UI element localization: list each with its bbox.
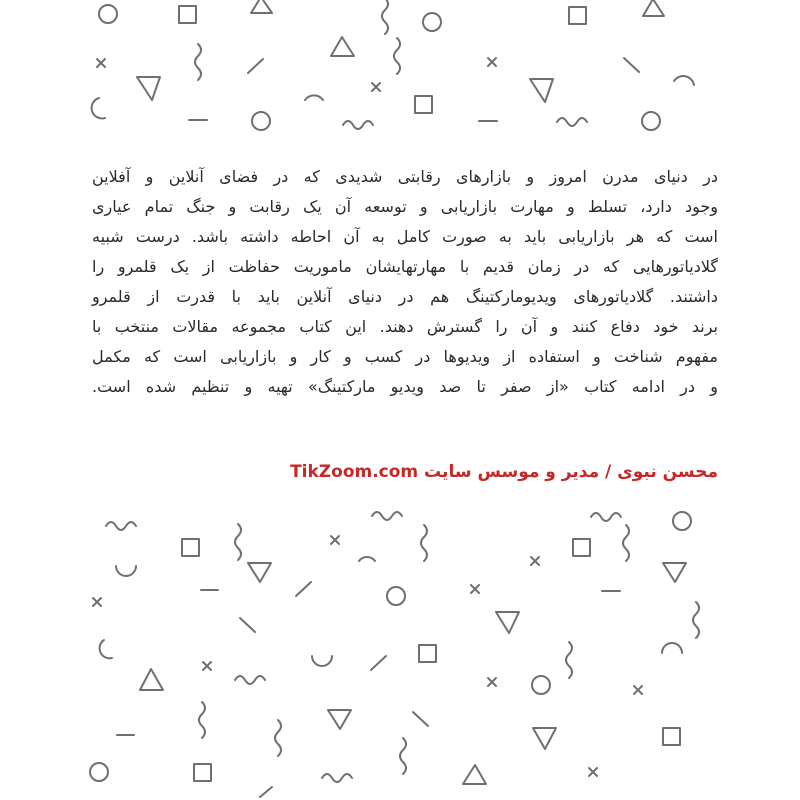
description-line: در دنیای مدرن امروز و بازارهای رقابتی شدیدی که در فضای آنلاین و آفلاین [92,167,718,186]
squiggle-icon [421,525,427,561]
arc-icon [305,95,323,100]
arc-icon [662,643,682,653]
dash-icon [248,59,263,73]
squiggle-icon [275,720,281,756]
arc-icon [92,98,105,118]
triangle-icon [251,0,272,13]
triangle-icon [533,728,556,749]
triangle-icon [331,37,354,56]
circle-icon [642,112,660,130]
dash-icon [240,618,255,632]
dash-icon [260,787,272,797]
squiggle-icon [382,0,388,34]
dash-icon [296,582,311,596]
wave-icon [106,522,136,530]
dash-icon [371,656,386,670]
wave-icon [591,513,621,521]
square-icon [415,96,432,113]
squiggle-icon [400,738,406,774]
description-line: برند خود دفاع کنند و آن را گسترش دهند. این کتاب مجموعه مقالات منتخب با [92,317,718,336]
cross-icon [331,536,339,544]
square-icon [182,539,199,556]
cross-icon [97,59,105,67]
cross-icon [589,768,597,776]
cross-icon [488,58,496,66]
cross-icon [471,585,479,593]
arc-icon [116,566,136,576]
wave-icon [322,774,352,782]
arc-icon [359,557,375,561]
square-icon [663,728,680,745]
cross-icon [531,557,539,565]
book-description [92,162,718,402]
wave-icon [343,121,373,129]
circle-icon [387,587,405,605]
cross-icon [372,83,380,91]
circle-icon [673,512,691,530]
triangle-icon [248,563,271,582]
squiggle-icon [693,602,699,638]
description-line: مفهوم شناخت و استفاده از ویدیوها در کسب و کار و بازاریابی است که مکمل [92,347,718,366]
triangle-icon [140,669,163,690]
triangle-icon [663,563,686,582]
cross-icon [203,662,211,670]
description-line: گلادیاتورهایی که در زمان قدیم با مهارتهایشان ماموریت حفاظت از یک قلمرو را [92,257,718,276]
cross-icon [93,598,101,606]
squiggle-icon [623,525,629,561]
square-icon [194,764,211,781]
square-icon [573,539,590,556]
arc-icon [100,640,112,658]
circle-icon [90,763,108,781]
cross-icon [488,678,496,686]
squiggle-icon [394,38,400,74]
triangle-icon [137,77,160,100]
squiggle-icon [199,702,205,738]
dash-icon [413,712,428,726]
square-icon [419,645,436,662]
description-line: است که هر بازاریابی باید به صورت کامل به آن احاطه داشته باشد. درست شبیه [92,227,718,246]
square-icon [179,6,196,23]
arc-icon [674,76,694,85]
wave-icon [372,512,402,520]
author-credit: محسن نبوی / مدیر و موسس سایت TikZoom.com [290,462,718,482]
description-line: و در ادامه کتاب «از صفر تا صد ویدیو مارکتینگ» تهیه و تنظیم شده است. [92,377,718,396]
circle-icon [252,112,270,130]
square-icon [569,7,586,24]
circle-icon [532,676,550,694]
dash-icon [624,58,639,72]
squiggle-icon [235,524,241,560]
squiggle-icon [566,642,572,678]
triangle-icon [643,0,664,16]
arc-icon [312,656,332,666]
circle-icon [423,13,441,31]
triangle-icon [496,612,519,633]
squiggle-icon [195,44,201,80]
description-line: وجود دارد، تسلط و مهارت بازاریابی و توسعه آن یک رقابت و جنگ تمام عیاری [92,197,718,216]
triangle-icon [530,79,553,102]
description-line: داشتند. گلادیاتورهای ویدیومارکتینگ هم در دنیای آنلاین باید با قدرت از قلمرو [92,287,718,306]
wave-icon [235,676,265,684]
wave-icon [557,118,587,126]
circle-icon [99,5,117,23]
cross-icon [634,686,642,694]
triangle-icon [463,765,486,784]
triangle-icon [328,710,351,729]
